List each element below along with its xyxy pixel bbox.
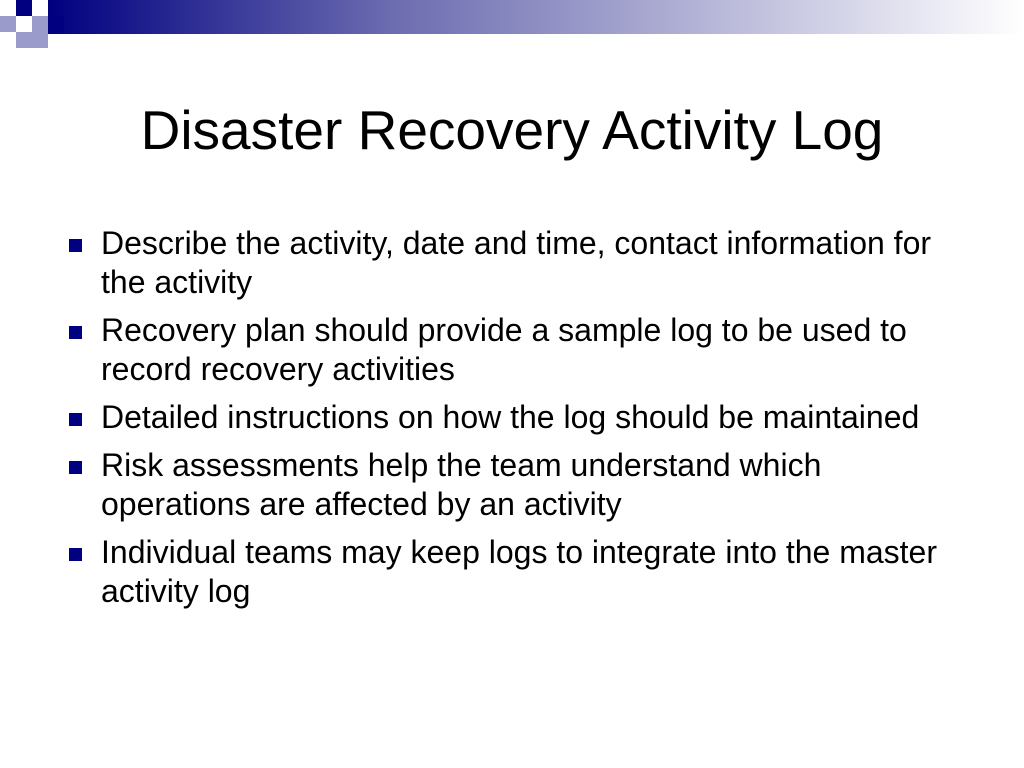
bullet-list — [66, 224, 966, 620]
square-bullet-icon — [69, 326, 82, 339]
decorative-header-bar — [0, 0, 1024, 50]
square-bullet-icon — [69, 413, 82, 426]
slide-title: Disaster Recovery Activity Log — [140, 99, 884, 161]
bullet-item — [66, 533, 966, 611]
bullet-text: Risk assessments help the team understand which operations are affected by an activity — [101, 447, 822, 522]
bullet-text: Individual teams may keep logs to integrate into the master activity log — [101, 534, 937, 609]
square-bullet-icon — [69, 461, 82, 474]
square-bullet-icon — [69, 239, 82, 252]
bullet-text: Describe the activity, date and time, contact information for the activity — [101, 225, 932, 300]
bullet-item — [66, 224, 966, 302]
square-bullet-icon — [69, 548, 82, 561]
bullet-item — [66, 398, 966, 437]
bullet-text: Recovery plan should provide a sample log to be used to record recovery activities — [101, 312, 907, 387]
bullet-text: Detailed instructions on how the log should be maintained — [101, 399, 920, 435]
bullet-item — [66, 311, 966, 389]
bullet-item — [66, 446, 966, 524]
